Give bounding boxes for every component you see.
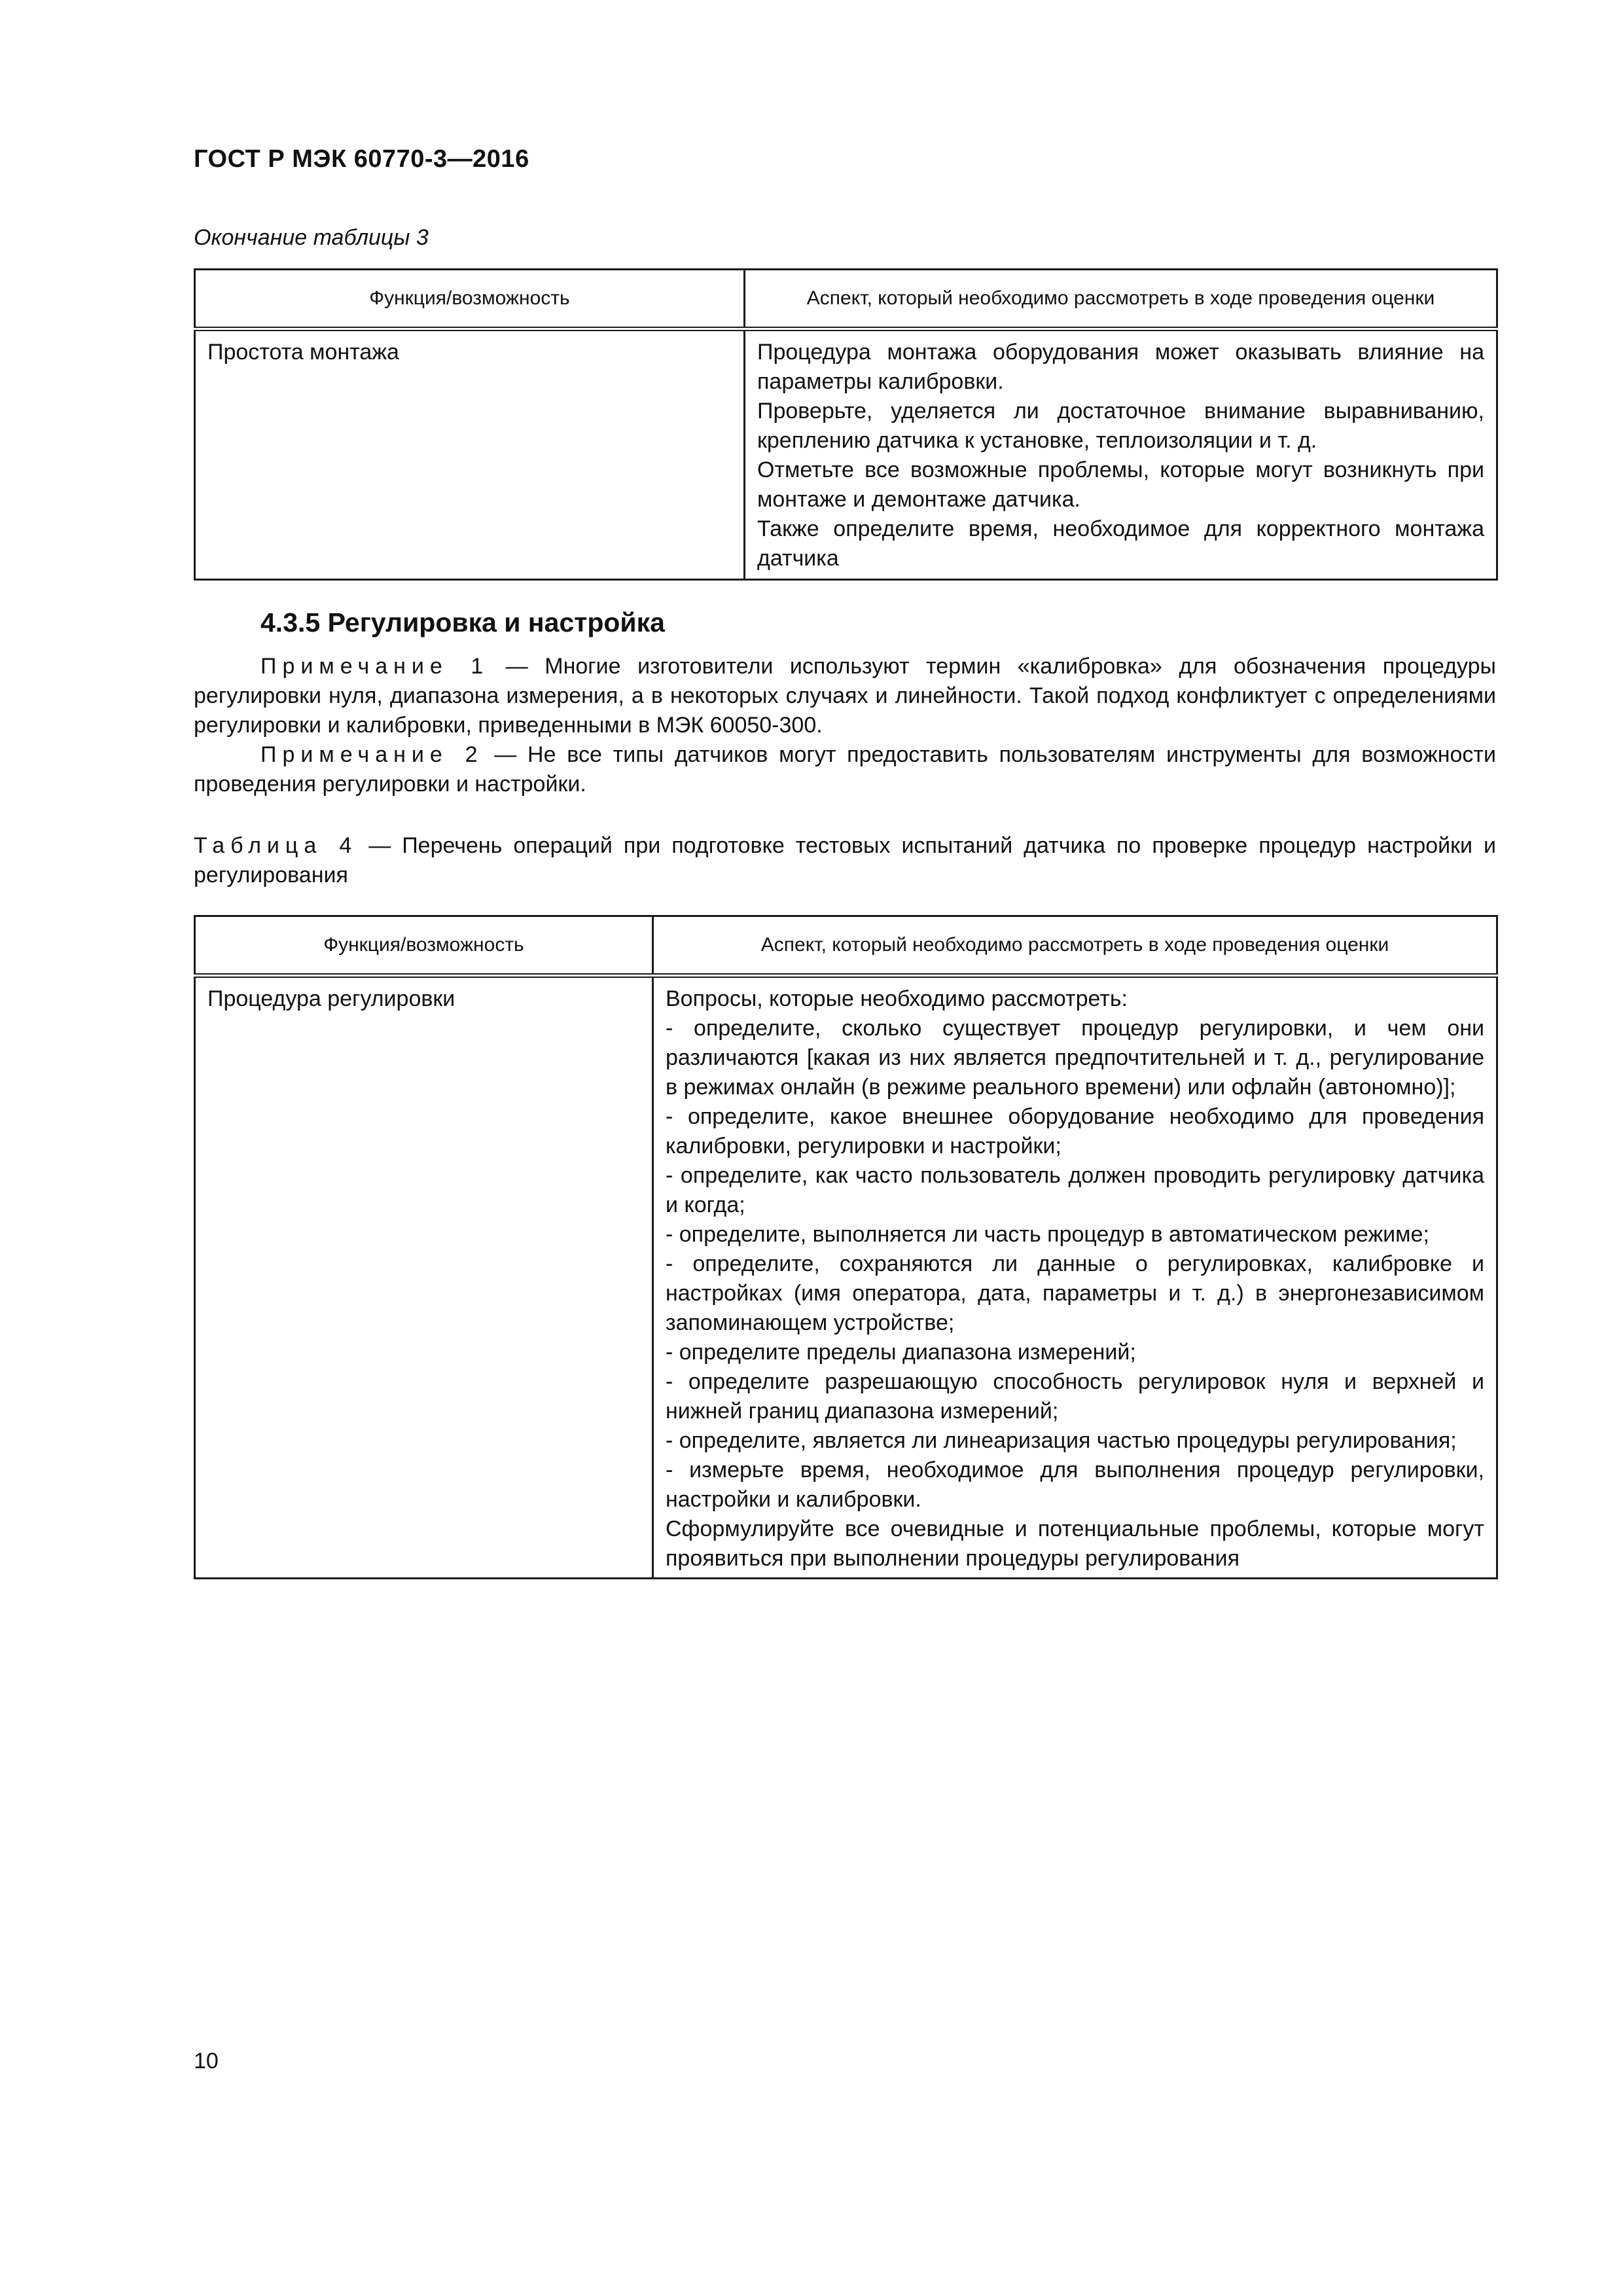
- table4-caption-text: — Перечень операций при подготовке тестовых испытаний датчика по проверке процедур настройки и регулирования: [194, 833, 1497, 888]
- notes-block: [194, 652, 1496, 799]
- note-text: — Многие изготовители используют термин «калибровка» для обозначения процедуры регулировки нуля, диапазона измерения, а в некоторых случаях и линейности. Такой подход конфликтует с определениями регулировки и калибровки, приведенными в МЭК 60050-300.: [194, 654, 1496, 738]
- cell-function: Простота монтажа: [195, 329, 745, 580]
- table-3: [194, 268, 1498, 581]
- aspect-line: - определите, сохраняются ли данные о регулировках, калибровке и настройках (имя оператора, дата, параметры и т. д.) в энергонезависимом запоминающем устройстве;: [666, 1251, 1484, 1335]
- aspect-line: Проверьте, уделяется ли достаточное внимание выравниванию, креплению датчика к установке, теплоизоляции и т. д.: [757, 399, 1484, 453]
- note-label: Примечание 2: [260, 742, 484, 767]
- aspect-line: - определите, как часто пользователь должен проводить регулировку датчика и когда;: [666, 1163, 1484, 1217]
- cell-aspect: [653, 976, 1497, 1579]
- column-header-aspect: Аспект, который необходимо рассмотреть в ходе проведения оценки: [745, 270, 1497, 329]
- table4-caption-label: Таблица 4: [194, 833, 358, 858]
- document-code: ГОСТ Р МЭК 60770-3—2016: [194, 145, 529, 173]
- aspect-line: - определите, выполняется ли часть процедур в автоматическом режиме;: [666, 1222, 1429, 1247]
- aspect-line: - определите пределы диапазона измерений;: [666, 1340, 1136, 1365]
- aspect-line: Отметьте все возможные проблемы, которые могут возникнуть при монтаже и демонтаже датчика.: [757, 457, 1484, 512]
- table3-continuation-caption: Окончание таблицы 3: [194, 225, 429, 250]
- page-number: 10: [194, 2049, 219, 2073]
- note-2: [194, 740, 1496, 799]
- aspect-line: - определите, является ли линеаризация частью процедуры регулирования;: [666, 1428, 1457, 1453]
- table-header-row: [195, 916, 1497, 976]
- table4-caption: [194, 831, 1496, 890]
- cell-function: Процедура регулировки: [195, 976, 653, 1579]
- aspect-line: Вопросы, которые необходимо рассмотреть:: [666, 986, 1128, 1011]
- column-header-aspect: Аспект, который необходимо рассмотреть в ходе проведения оценки: [653, 916, 1497, 976]
- table-4: [194, 915, 1498, 1579]
- table-header-row: [195, 270, 1497, 329]
- note-1: [194, 652, 1496, 740]
- aspect-line: Процедура монтажа оборудования может оказывать влияние на параметры калибровки.: [757, 340, 1484, 394]
- aspect-line: - определите, сколько существует процедур регулировки, и чем они различаются [какая из них является предпочтительней и т. д., регулирование в режимах онлайн (в режиме реального времени) или офлайн (автономно)];: [666, 1016, 1484, 1100]
- column-header-function: Функция/возможность: [195, 916, 653, 976]
- cell-aspect: [745, 329, 1497, 580]
- note-label: Примечание 1: [260, 654, 490, 679]
- aspect-line: Также определите время, необходимое для корректного монтажа датчика: [757, 516, 1484, 571]
- note-text: — Не все типы датчиков могут предоставить пользователям инструменты для возможности проведения регулировки и настройки.: [194, 742, 1496, 797]
- aspect-line: - определите разрешающую способность регулировок нуля и верхней и нижней границ диапазона измерений;: [666, 1369, 1484, 1424]
- column-header-function: Функция/возможность: [195, 270, 745, 329]
- aspect-line: - определите, какое внешнее оборудование необходимо для проведения калибровки, регулировки и настройки;: [666, 1104, 1484, 1158]
- table-row: [195, 329, 1497, 580]
- table-row: [195, 976, 1497, 1579]
- aspect-line: Сформулируйте все очевидные и потенциальные проблемы, которые могут проявиться при выполнении процедуры регулирования: [666, 1516, 1484, 1571]
- section-title: 4.3.5 Регулировка и настройка: [260, 607, 665, 637]
- aspect-line: - измерьте время, необходимое для выполнения процедур регулировки, настройки и калибровки.: [666, 1458, 1484, 1512]
